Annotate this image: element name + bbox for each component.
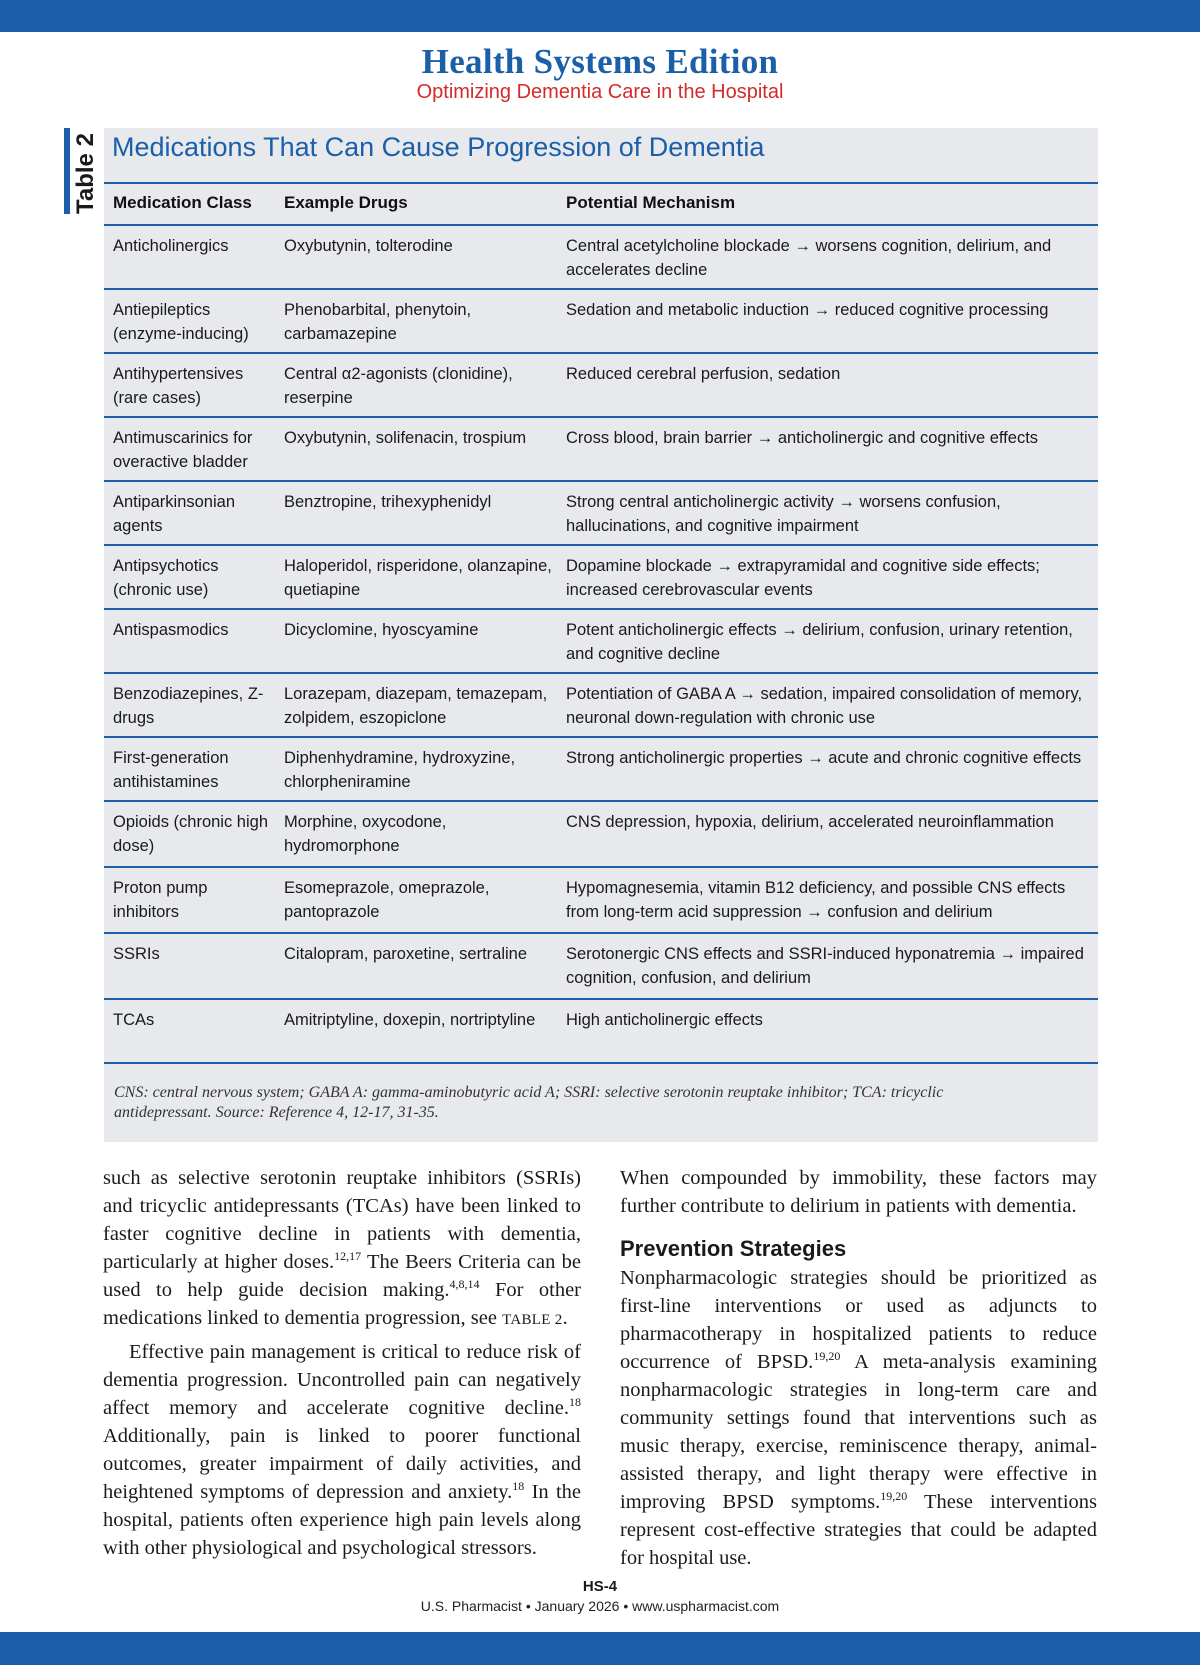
cell-drugs: Lorazepam, diazepam, temazepam, zolpidem, eszopiclone: [284, 685, 548, 727]
table-row: [104, 290, 1098, 354]
cell-mechanism: CNS depression, hypoxia, delirium, accelerated neuroinflammation: [566, 813, 1054, 831]
cell-mechanism: Serotonergic CNS effects and SSRI-induced hyponatremia → impaired cognition, confusion, and delirium: [566, 945, 1084, 987]
citation: 12,17: [334, 1249, 362, 1264]
cell-class: SSRIs: [113, 945, 160, 963]
cell-drugs: Amitriptyline, doxepin, nortriptyline: [284, 1011, 536, 1029]
table-header-row: [104, 182, 1098, 226]
cell-mechanism: High anticholinergic effects: [566, 1011, 763, 1029]
cell-class: Antihypertensives (rare cases): [113, 365, 244, 407]
table-row: [104, 354, 1098, 418]
page-number: HS-4: [582, 1578, 618, 1595]
text-run: A meta-analysis examining nonpharmacologic strategies in long-term care and community settings found that interventions such as music therapy, exercise, reminiscence therapy, animal-assisted therapy, and light therapy were effective in improving BPSD symptoms.: [620, 1351, 1097, 1513]
table-row: [104, 482, 1098, 546]
paragraph: [620, 1264, 1097, 1572]
cell-drugs: Central α2-agonists (clonidine), reserpine: [284, 365, 513, 407]
cell-mechanism: Hypomagnesemia, vitamin B12 deficiency, and possible CNS effects from long-term acid suppression → confusion and delirium: [566, 879, 1066, 921]
cell-class: TCAs: [113, 1011, 155, 1029]
masthead-title: Health Systems Edition: [421, 42, 779, 81]
cell-drugs: Dicyclomine, hyoscyamine: [284, 621, 479, 639]
table-row: [104, 610, 1098, 674]
table-row: [104, 738, 1098, 802]
cell-mechanism: Potent anticholinergic effects → delirium, confusion, urinary retention, and cognitive decline: [566, 621, 1073, 663]
cell-class: Antiepileptics (enzyme-inducing): [113, 301, 249, 343]
cell-class: Antispasmodics: [113, 621, 229, 639]
citation: 18: [569, 1395, 581, 1410]
cell-mechanism: Sedation and metabolic induction → reduced cognitive processing: [566, 301, 1049, 319]
table-footnote: CNS: central nervous system; GABA A: gamma-aminobutyric acid A; SSRI: selective serotonin reuptake inhibitor; TCA: tricyclic antidepressant. Source: Reference 4, 12-17, 31-35.: [114, 1084, 944, 1121]
cell-drugs: Benztropine, trihexyphenidyl: [284, 493, 492, 511]
cell-drugs: Phenobarbital, phenytoin, carbamazepine: [284, 301, 472, 343]
citation: 19,20: [813, 1349, 841, 1364]
cell-class: Benzodiazepines, Z-drugs: [113, 685, 264, 727]
cell-class: Anticholinergics: [113, 237, 229, 255]
cell-drugs: Oxybutynin, tolterodine: [284, 237, 453, 255]
cell-drugs: Diphenhydramine, hydroxyzine, chlorpheniramine: [284, 749, 516, 791]
cell-drugs: Haloperidol, risperidone, olanzapine, quetiapine: [284, 557, 552, 599]
cell-mechanism: Central acetylcholine blockade → worsens cognition, delirium, and accelerates decline: [566, 237, 1052, 279]
cell-drugs: Esomeprazole, omeprazole, pantoprazole: [284, 879, 490, 921]
cell-class: Antiparkinsonian agents: [113, 493, 235, 535]
cell-class: Proton pump inhibitors: [113, 879, 208, 921]
table-row: [104, 546, 1098, 610]
citation: 19,20: [880, 1489, 908, 1504]
table-row: [104, 226, 1098, 290]
cell-class: Opioids (chronic high dose): [113, 813, 268, 855]
table-tab-marker: [64, 128, 70, 214]
text-run: such as selective serotonin reuptake inhibitors (SSRIs) and tricyclic antidepressants (TCAs) have been linked to faster cognitive decline in patients with dementia, particularly at higher doses.: [103, 1167, 581, 1273]
medication-table: [104, 128, 1098, 1142]
text-run: For other medications linked to dementia progression, see: [103, 1279, 581, 1329]
cell-mechanism: Strong anticholinergic properties → acute and chronic cognitive effects: [566, 749, 1082, 767]
cell-mechanism: Reduced cerebral perfusion, sedation: [566, 365, 841, 383]
table-row: [104, 418, 1098, 482]
paragraph: [103, 1338, 581, 1562]
masthead-subtitle: Optimizing Dementia Care in the Hospital: [416, 81, 784, 103]
section-heading: Prevention Strategies: [620, 1236, 847, 1261]
table-row: [104, 934, 1098, 1000]
body-column-left: [103, 1164, 581, 1562]
cell-mechanism: Cross blood, brain barrier → anticholinergic and cognitive effects: [566, 429, 1039, 447]
cell-class: First-generation antihistamines: [113, 749, 229, 791]
footer-publication-line: U.S. Pharmacist • January 2026 • www.uspharmacist.com: [420, 1598, 780, 1614]
text-run: .: [562, 1307, 568, 1329]
header-example-drugs: Example Drugs: [284, 193, 408, 212]
table-row: [104, 674, 1098, 738]
citation: 18: [512, 1479, 525, 1494]
text-run: These interventions represent cost-effective strategies that could be adapted for hospital use.: [620, 1491, 1097, 1569]
text-run: In the hospital, patients often experience high pain levels along with other physiological and psychological stressors.: [103, 1481, 582, 1559]
table-row: [104, 1000, 1098, 1064]
cell-drugs: Citalopram, paroxetine, sertraline: [284, 945, 528, 963]
text-run: The Beers Criteria can be used to help guide decision making.: [103, 1251, 581, 1301]
paragraph: [103, 1164, 581, 1334]
header-potential-mechanism: Potential Mechanism: [566, 193, 736, 212]
table-row: [104, 868, 1098, 934]
header-medication-class: Medication Class: [113, 193, 252, 212]
cell-mechanism: Potentiation of GABA A → sedation, impaired consolidation of memory, neuronal down-regulation with chronic use: [566, 685, 1083, 727]
cell-drugs: Oxybutynin, solifenacin, trospium: [284, 429, 527, 447]
table-reference: TABLE 2: [502, 1312, 563, 1328]
paragraph: When compounded by immobility, these factors may further contribute to delirium in patients with dementia.: [620, 1167, 1097, 1217]
table-row: [104, 802, 1098, 868]
cell-mechanism: Dopamine blockade → extrapyramidal and cognitive side effects; increased cerebrovascular events: [566, 557, 1040, 599]
cell-class: Antipsychotics (chronic use): [113, 557, 219, 599]
text-run: Nonpharmacologic strategies should be prioritized as first-line interventions or used as adjuncts to pharmacotherapy in hospitalized patients to reduce occurrence of BPSD.: [620, 1267, 1097, 1373]
text-run: Additionally, pain is linked to poorer functional outcomes, greater impairment of daily activities, and heightened symptoms of depression and anxiety.: [103, 1425, 581, 1503]
body-column-right: [620, 1164, 1097, 1572]
bottom-color-bar: [0, 1632, 1200, 1665]
cell-mechanism: Strong central anticholinergic activity → worsens confusion, hallucinations, and cognitive impairment: [566, 493, 1001, 535]
cell-class: Antimuscarinics for overactive bladder: [113, 429, 253, 471]
table-label: Table 2: [72, 133, 99, 214]
cell-drugs: Morphine, oxycodone, hydromorphone: [284, 813, 447, 855]
text-run: Effective pain management is critical to reduce risk of dementia progression. Uncontrolled pain can negatively affect memory and accelerate cognitive decline.: [103, 1341, 581, 1419]
top-color-bar: [0, 0, 1200, 32]
table-title: Medications That Can Cause Progression of Dementia: [112, 132, 765, 162]
citation: 4,8,14: [449, 1277, 480, 1292]
